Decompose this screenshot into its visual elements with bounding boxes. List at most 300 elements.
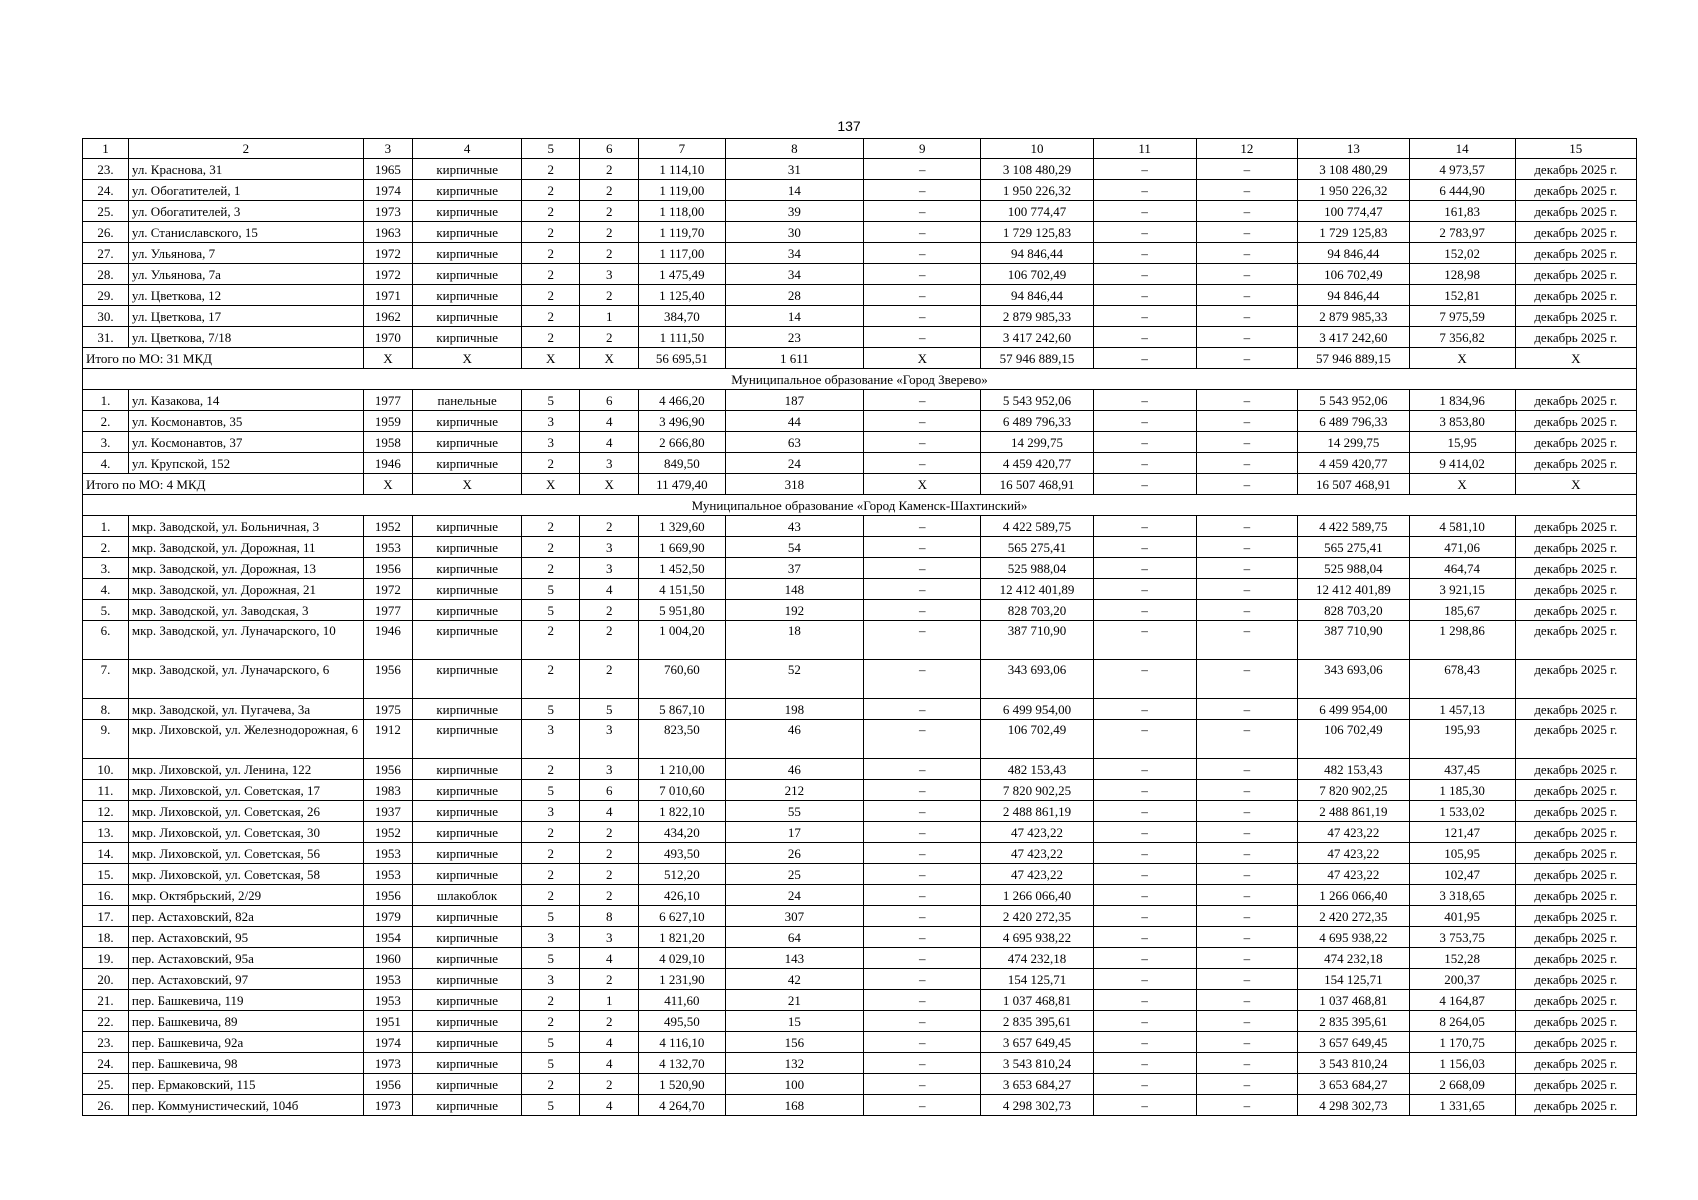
table-cell: декабрь 2025 г. [1515, 453, 1636, 474]
table-cell: декабрь 2025 г. [1515, 927, 1636, 948]
table-cell: 1 821,20 [639, 927, 725, 948]
table-row [83, 621, 1637, 660]
table-cell: 2 [522, 327, 580, 348]
total-row [83, 348, 1637, 369]
table-row [83, 1095, 1637, 1116]
table-cell: 30. [83, 306, 129, 327]
table-cell: декабрь 2025 г. [1515, 579, 1636, 600]
table-cell: 212 [725, 780, 864, 801]
table-cell: 2 420 272,35 [1298, 906, 1409, 927]
table-cell: 13. [83, 822, 129, 843]
table-cell: 2 [580, 843, 639, 864]
table-cell: 31 [725, 159, 864, 180]
address-cell: мкр. Заводской, ул. Пугачева, 3а [128, 699, 363, 720]
table-cell: – [1196, 159, 1298, 180]
table-row [83, 327, 1637, 348]
table-cell: – [864, 201, 981, 222]
address-cell: мкр. Лиховской, ул. Советская, 58 [128, 864, 363, 885]
table-cell: декабрь 2025 г. [1515, 1053, 1636, 1074]
table-cell: 2 [522, 660, 580, 699]
table-cell: кирпичные [413, 621, 522, 660]
table-cell: 152,81 [1409, 285, 1515, 306]
table-cell: 1 [580, 306, 639, 327]
total-cell: X [864, 348, 981, 369]
table-cell: 3 653 684,27 [1298, 1074, 1409, 1095]
table-cell: 343 693,06 [1298, 660, 1409, 699]
table-row [83, 906, 1637, 927]
address-cell: ул. Цветкова, 12 [128, 285, 363, 306]
table-cell: 94 846,44 [981, 285, 1094, 306]
table-cell: 2 [580, 516, 639, 537]
table-cell: – [1196, 1053, 1298, 1074]
total-cell: X [522, 474, 580, 495]
table-cell: – [1093, 600, 1196, 621]
table-cell: 42 [725, 969, 864, 990]
table-cell: 4 [580, 411, 639, 432]
table-cell: 3 753,75 [1409, 927, 1515, 948]
table-cell: – [864, 1011, 981, 1032]
table-cell: 47 423,22 [981, 843, 1094, 864]
table-cell: 23. [83, 1032, 129, 1053]
table-cell: 4 151,50 [639, 579, 725, 600]
table-cell: – [1093, 411, 1196, 432]
table-cell: 4 581,10 [1409, 516, 1515, 537]
table-cell: 1 834,96 [1409, 390, 1515, 411]
table-cell: – [1093, 390, 1196, 411]
table-cell: 1946 [363, 453, 412, 474]
address-cell: ул. Краснова, 31 [128, 159, 363, 180]
table-row [83, 222, 1637, 243]
table-cell: 17. [83, 906, 129, 927]
table-cell: 3 [522, 720, 580, 759]
address-cell: пер. Башкевича, 119 [128, 990, 363, 1011]
table-cell: кирпичные [413, 222, 522, 243]
table-cell: 39 [725, 201, 864, 222]
table-cell: – [1196, 948, 1298, 969]
table-cell: – [1093, 1011, 1196, 1032]
table-cell: 2 488 861,19 [1298, 801, 1409, 822]
table-row [83, 759, 1637, 780]
table-cell: кирпичные [413, 864, 522, 885]
table-row [83, 579, 1637, 600]
table-cell: 1954 [363, 927, 412, 948]
address-cell: ул. Крупской, 152 [128, 453, 363, 474]
column-header: 9 [864, 139, 981, 159]
table-cell: 14 299,75 [1298, 432, 1409, 453]
address-cell: ул. Обогатителей, 1 [128, 180, 363, 201]
table-cell: – [1196, 306, 1298, 327]
table-cell: 31. [83, 327, 129, 348]
table-cell: кирпичные [413, 948, 522, 969]
table-cell: 4. [83, 579, 129, 600]
table-cell: – [1093, 159, 1196, 180]
total-cell: 1 611 [725, 348, 864, 369]
table-cell: 1977 [363, 390, 412, 411]
table-cell: 525 988,04 [981, 558, 1094, 579]
table-cell: 2 [580, 885, 639, 906]
table-cell: кирпичные [413, 969, 522, 990]
table-cell: 7. [83, 660, 129, 699]
table-cell: – [1196, 537, 1298, 558]
table-cell: 5 543 952,06 [1298, 390, 1409, 411]
address-cell: мкр. Заводской, ул. Заводская, 3 [128, 600, 363, 621]
table-cell: 1. [83, 390, 129, 411]
table-row [83, 864, 1637, 885]
table-cell: 1970 [363, 327, 412, 348]
table-cell: 200,37 [1409, 969, 1515, 990]
table-cell: – [1196, 264, 1298, 285]
table-cell: 8. [83, 699, 129, 720]
table-cell: 2 [522, 285, 580, 306]
table-cell: 1953 [363, 537, 412, 558]
table-cell: 198 [725, 699, 864, 720]
table-cell: – [864, 969, 981, 990]
table-cell: 2 666,80 [639, 432, 725, 453]
table-cell: – [864, 660, 981, 699]
table-cell: 1 117,00 [639, 243, 725, 264]
table-cell: 2 [522, 516, 580, 537]
table-cell: 437,45 [1409, 759, 1515, 780]
address-cell: ул. Казакова, 14 [128, 390, 363, 411]
table-cell: 1956 [363, 558, 412, 579]
table-cell: 94 846,44 [981, 243, 1094, 264]
table-cell: 387 710,90 [1298, 621, 1409, 660]
table-cell: – [864, 453, 981, 474]
table-cell: 3 [522, 969, 580, 990]
table-cell: – [864, 537, 981, 558]
table-cell: 1 950 226,32 [1298, 180, 1409, 201]
table-cell: 29. [83, 285, 129, 306]
table-cell: 2 [580, 969, 639, 990]
table-cell: – [864, 411, 981, 432]
table-cell: 1 457,13 [1409, 699, 1515, 720]
table-row [83, 948, 1637, 969]
table-cell: 6 444,90 [1409, 180, 1515, 201]
table-cell: – [864, 327, 981, 348]
table-cell: декабрь 2025 г. [1515, 885, 1636, 906]
table-cell: 1960 [363, 948, 412, 969]
table-cell: 5 [522, 906, 580, 927]
table-cell: 100 774,47 [1298, 201, 1409, 222]
table-cell: 7 010,60 [639, 780, 725, 801]
table-cell: 1 950 226,32 [981, 180, 1094, 201]
address-cell: мкр. Лиховской, ул. Советская, 56 [128, 843, 363, 864]
table-cell: 156 [725, 1032, 864, 1053]
table-cell: 464,74 [1409, 558, 1515, 579]
table-cell: 6 489 796,33 [1298, 411, 1409, 432]
table-cell: – [1196, 600, 1298, 621]
table-cell: 2 [522, 537, 580, 558]
table-cell: 3 [522, 801, 580, 822]
table-row [83, 1032, 1637, 1053]
total-cell: X [413, 474, 522, 495]
table-cell: – [864, 1074, 981, 1095]
table-cell: 12 412 401,89 [981, 579, 1094, 600]
address-cell: мкр. Заводской, ул. Дорожная, 13 [128, 558, 363, 579]
table-cell: 2 [580, 621, 639, 660]
address-cell: ул. Обогатителей, 3 [128, 201, 363, 222]
table-cell: 2 [522, 306, 580, 327]
table-cell: 3 921,15 [1409, 579, 1515, 600]
table-cell: декабрь 2025 г. [1515, 243, 1636, 264]
table-cell: 22. [83, 1011, 129, 1032]
table-cell: 4 [580, 432, 639, 453]
table-cell: 1963 [363, 222, 412, 243]
total-cell: X [363, 474, 412, 495]
table-cell: 9. [83, 720, 129, 759]
table-cell: – [1093, 180, 1196, 201]
table-cell: – [1196, 327, 1298, 348]
address-cell: ул. Станиславского, 15 [128, 222, 363, 243]
table-cell: 54 [725, 537, 864, 558]
table-cell: – [1196, 1095, 1298, 1116]
table-cell: 3 417 242,60 [1298, 327, 1409, 348]
table-cell: 2 [522, 243, 580, 264]
table-cell: 3 543 810,24 [1298, 1053, 1409, 1074]
table-cell: 1972 [363, 243, 412, 264]
table-cell: кирпичные [413, 600, 522, 621]
table-cell: 5 [522, 699, 580, 720]
table-cell: – [864, 264, 981, 285]
total-cell: – [1196, 348, 1298, 369]
address-cell: ул. Космонавтов, 37 [128, 432, 363, 453]
total-cell: X [580, 474, 639, 495]
table-cell: – [1093, 201, 1196, 222]
table-cell: – [1196, 759, 1298, 780]
table-cell: 102,47 [1409, 864, 1515, 885]
address-cell: мкр. Заводской, ул. Луначарского, 10 [128, 621, 363, 660]
table-cell: 2 [580, 180, 639, 201]
table-cell: 2 [522, 864, 580, 885]
address-cell: пер. Коммунистический, 104б [128, 1095, 363, 1116]
table-cell: 14. [83, 843, 129, 864]
table-cell: – [1196, 516, 1298, 537]
table-cell: 6. [83, 621, 129, 660]
table-cell: 1 118,00 [639, 201, 725, 222]
table-cell: 1 822,10 [639, 801, 725, 822]
table-row [83, 1053, 1637, 1074]
table-cell: 28 [725, 285, 864, 306]
table-cell: 187 [725, 390, 864, 411]
table-cell: 4 466,20 [639, 390, 725, 411]
table-cell: декабрь 2025 г. [1515, 720, 1636, 759]
table-cell: 495,50 [639, 1011, 725, 1032]
table-cell: кирпичные [413, 1011, 522, 1032]
table-cell: 482 153,43 [1298, 759, 1409, 780]
table-cell: 148 [725, 579, 864, 600]
table-row [83, 432, 1637, 453]
address-cell: пер. Астаховский, 95 [128, 927, 363, 948]
table-cell: 1956 [363, 1074, 412, 1095]
table-cell: 1973 [363, 201, 412, 222]
table-cell: – [1196, 906, 1298, 927]
table-cell: – [864, 1053, 981, 1074]
table-cell: 64 [725, 927, 864, 948]
table-cell: 100 [725, 1074, 864, 1095]
table-cell: 106 702,49 [1298, 264, 1409, 285]
address-cell: мкр. Октябрьский, 2/29 [128, 885, 363, 906]
table-cell: 1979 [363, 906, 412, 927]
table-cell: кирпичные [413, 1074, 522, 1095]
table-cell: декабрь 2025 г. [1515, 621, 1636, 660]
table-cell: декабрь 2025 г. [1515, 411, 1636, 432]
table-cell: 18 [725, 621, 864, 660]
table-cell: 2 [522, 558, 580, 579]
table-cell: 1 266 066,40 [1298, 885, 1409, 906]
table-cell: 2 [580, 327, 639, 348]
table-cell: – [1196, 453, 1298, 474]
table-cell: 2 879 985,33 [981, 306, 1094, 327]
table-cell: 47 423,22 [1298, 822, 1409, 843]
table-cell: – [864, 780, 981, 801]
table-cell: – [1196, 285, 1298, 306]
section-header-row [83, 369, 1637, 390]
table-cell: – [1093, 660, 1196, 699]
table-cell: 132 [725, 1053, 864, 1074]
table-cell: кирпичные [413, 780, 522, 801]
table-cell: 1972 [363, 579, 412, 600]
table-cell: 15,95 [1409, 432, 1515, 453]
table-cell: 6 489 796,33 [981, 411, 1094, 432]
table-cell: 3 496,90 [639, 411, 725, 432]
table-cell: 3 [580, 720, 639, 759]
table-cell: 1 170,75 [1409, 1032, 1515, 1053]
table-cell: 21. [83, 990, 129, 1011]
table-cell: 154 125,71 [1298, 969, 1409, 990]
address-cell: мкр. Лиховской, ул. Советская, 17 [128, 780, 363, 801]
table-cell: кирпичные [413, 801, 522, 822]
table-cell: кирпичные [413, 660, 522, 699]
table-cell: декабрь 2025 г. [1515, 264, 1636, 285]
table-cell: 23 [725, 327, 864, 348]
table-cell: – [1093, 264, 1196, 285]
table-cell: 565 275,41 [981, 537, 1094, 558]
table-cell: 1946 [363, 621, 412, 660]
table-cell: – [864, 885, 981, 906]
table-cell: 4 264,70 [639, 1095, 725, 1116]
table-cell: 474 232,18 [1298, 948, 1409, 969]
total-label: Итого по МО: 31 МКД [83, 348, 364, 369]
table-cell: 1 156,03 [1409, 1053, 1515, 1074]
table-cell: 4 459 420,77 [1298, 453, 1409, 474]
table-cell: 1973 [363, 1053, 412, 1074]
address-cell: пер. Башкевича, 92а [128, 1032, 363, 1053]
table-cell: – [1196, 222, 1298, 243]
table-cell: 828 703,20 [981, 600, 1094, 621]
address-cell: пер. Башкевича, 98 [128, 1053, 363, 1074]
table-cell: 24. [83, 1053, 129, 1074]
table-cell: – [1093, 885, 1196, 906]
table-cell: – [864, 720, 981, 759]
table-cell: 24. [83, 180, 129, 201]
table-cell: – [864, 801, 981, 822]
table-row [83, 780, 1637, 801]
table-cell: 43 [725, 516, 864, 537]
table-cell: – [1196, 180, 1298, 201]
table-cell: 15. [83, 864, 129, 885]
table-cell: – [1196, 927, 1298, 948]
table-cell: 434,20 [639, 822, 725, 843]
table-cell: 7 820 902,25 [1298, 780, 1409, 801]
table-cell: кирпичные [413, 285, 522, 306]
table-cell: 3 [522, 927, 580, 948]
table-cell: – [864, 843, 981, 864]
table-cell: 106 702,49 [981, 720, 1094, 759]
table-cell: – [1196, 780, 1298, 801]
table-cell: 1 520,90 [639, 1074, 725, 1095]
table-cell: – [1093, 906, 1196, 927]
table-cell: – [864, 990, 981, 1011]
table-cell: – [1093, 1053, 1196, 1074]
table-cell: декабрь 2025 г. [1515, 285, 1636, 306]
table-cell: 5 [522, 579, 580, 600]
table-row [83, 1074, 1637, 1095]
table-cell: – [1093, 948, 1196, 969]
total-cell: X [363, 348, 412, 369]
table-cell: кирпичные [413, 537, 522, 558]
table-cell: 100 774,47 [981, 201, 1094, 222]
table-row [83, 1011, 1637, 1032]
table-cell: 1958 [363, 432, 412, 453]
table-cell: – [864, 1032, 981, 1053]
table-cell: 4. [83, 453, 129, 474]
table-cell: 26 [725, 843, 864, 864]
table-cell: декабрь 2025 г. [1515, 990, 1636, 1011]
table-cell: кирпичные [413, 927, 522, 948]
address-cell: мкр. Заводской, ул. Луначарского, 6 [128, 660, 363, 699]
table-cell: 1 210,00 [639, 759, 725, 780]
address-cell: пер. Башкевича, 89 [128, 1011, 363, 1032]
address-cell: ул. Ульянова, 7 [128, 243, 363, 264]
table-cell: 168 [725, 1095, 864, 1116]
table-cell: декабрь 2025 г. [1515, 1032, 1636, 1053]
column-header: 12 [1196, 139, 1298, 159]
table-cell: 1 331,65 [1409, 1095, 1515, 1116]
table-cell: кирпичные [413, 432, 522, 453]
table-cell: 525 988,04 [1298, 558, 1409, 579]
table-cell: 8 264,05 [1409, 1011, 1515, 1032]
address-cell: мкр. Заводской, ул. Больничная, 3 [128, 516, 363, 537]
table-cell: 2 [580, 285, 639, 306]
table-cell: 2 [522, 222, 580, 243]
table-cell: 3. [83, 558, 129, 579]
table-cell: 3 [580, 927, 639, 948]
table-cell: декабрь 2025 г. [1515, 432, 1636, 453]
table-cell: – [864, 699, 981, 720]
table-cell: 3 [580, 264, 639, 285]
table-row [83, 801, 1637, 822]
table-cell: декабрь 2025 г. [1515, 516, 1636, 537]
table-cell: 1 298,86 [1409, 621, 1515, 660]
address-cell: мкр. Лиховской, ул. Железнодорожная, 6 [128, 720, 363, 759]
table-cell: 5 [522, 1053, 580, 1074]
table-cell: 4 422 589,75 [1298, 516, 1409, 537]
section-title: Муниципальное образование «Город Зверево» [83, 369, 1637, 390]
table-cell: кирпичные [413, 906, 522, 927]
table-cell: – [1093, 621, 1196, 660]
table-cell: 1 119,70 [639, 222, 725, 243]
table-cell: 26. [83, 1095, 129, 1116]
column-header: 10 [981, 139, 1094, 159]
table-cell: 63 [725, 432, 864, 453]
table-cell: – [864, 906, 981, 927]
table-cell: – [1196, 843, 1298, 864]
table-cell: 1951 [363, 1011, 412, 1032]
table-cell: 5 543 952,06 [981, 390, 1094, 411]
table-cell: 565 275,41 [1298, 537, 1409, 558]
table-row [83, 159, 1637, 180]
table-cell: – [1093, 327, 1196, 348]
